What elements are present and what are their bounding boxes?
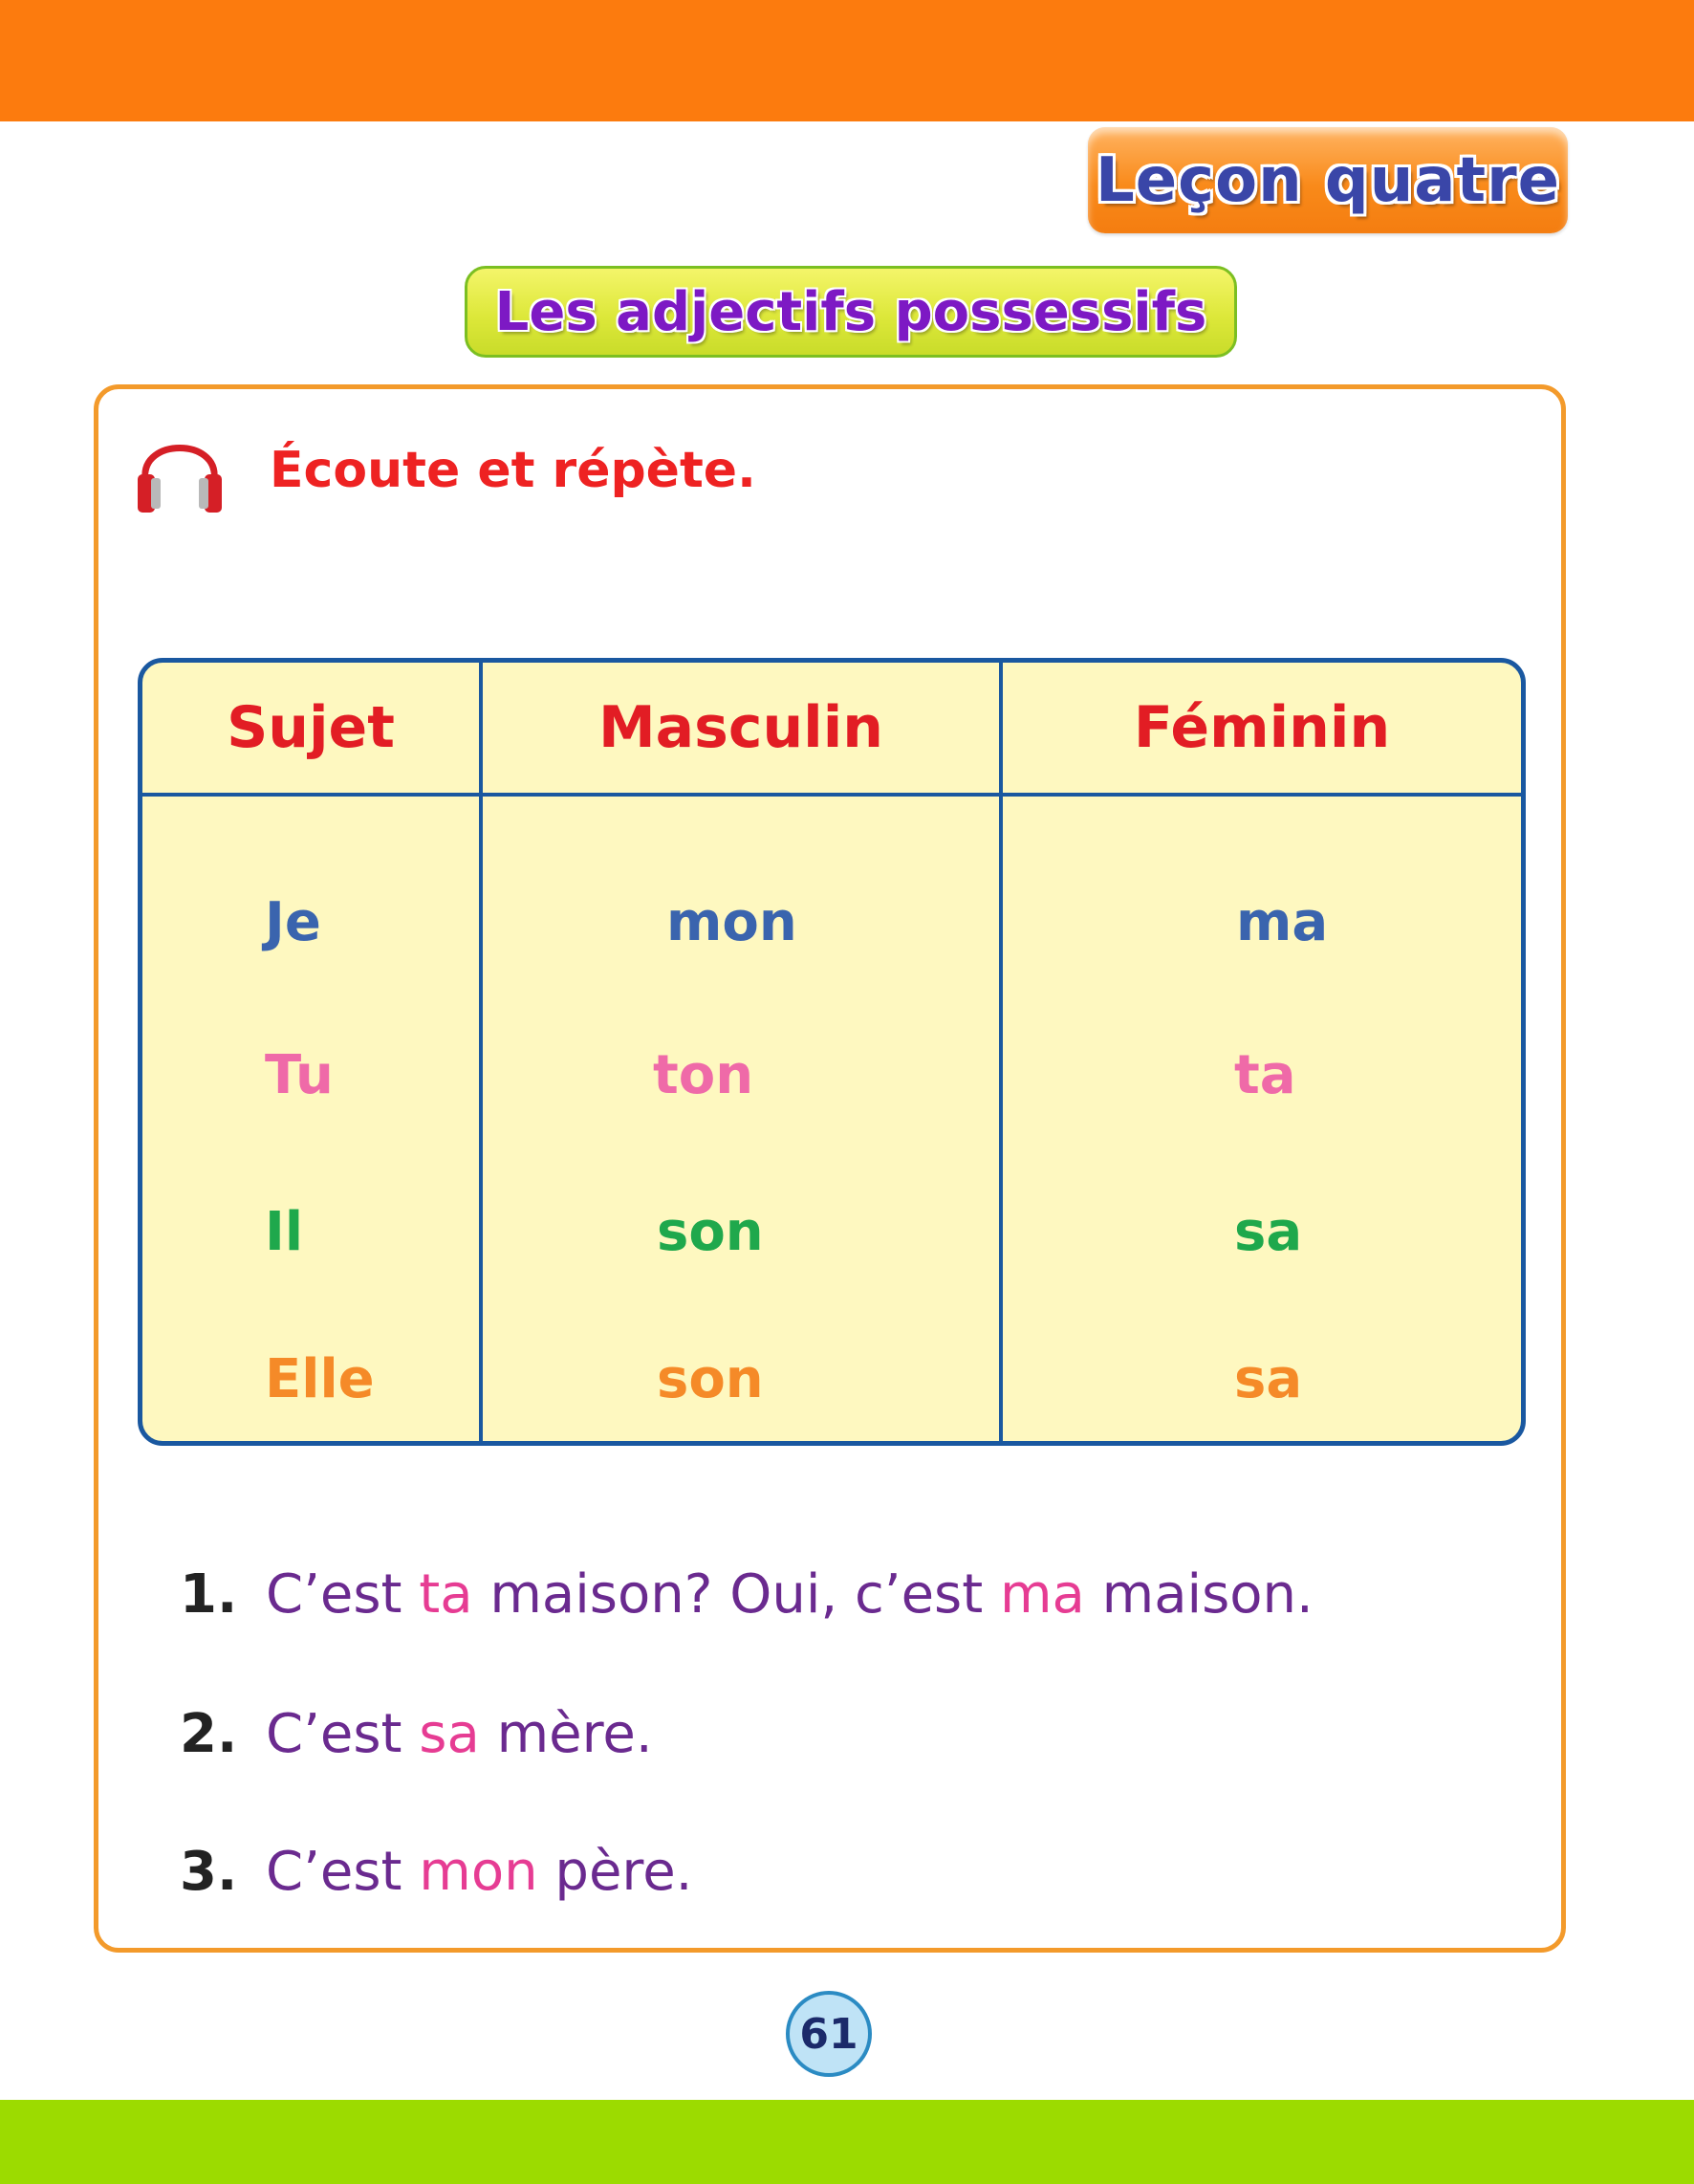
possessive-word: ma: [999, 1563, 1085, 1626]
topic-title: Les adjectifs possessifs: [494, 280, 1207, 343]
cell-masculin: mon: [666, 891, 797, 953]
instruction-text: Écoute et répète.: [270, 442, 756, 499]
sentence-number: 1.: [180, 1563, 238, 1626]
cell-feminin: sa: [1234, 1201, 1303, 1263]
example-sentence-2: 2. C’est sa mère.: [180, 1703, 653, 1765]
possessive-word: mon: [419, 1841, 538, 1903]
header-divider: [142, 793, 1521, 797]
header-feminin: Féminin: [1133, 694, 1391, 761]
lesson-title: Leçon quatre: [1095, 144, 1561, 216]
sentence-number: 3.: [180, 1841, 238, 1903]
topic-title-badge: [465, 266, 1237, 358]
sentence-number: 2.: [180, 1703, 238, 1765]
cell-masculin: son: [657, 1348, 764, 1410]
cell-feminin: ma: [1236, 891, 1329, 953]
header-masculin: Masculin: [597, 694, 884, 761]
cell-masculin: ton: [653, 1044, 754, 1106]
cell-masculin: son: [657, 1201, 764, 1263]
headphones-icon[interactable]: [132, 419, 228, 518]
page-number: 61: [786, 1991, 872, 2077]
top-color-bar: [0, 0, 1694, 121]
header-sujet: Sujet: [227, 694, 395, 761]
cell-sujet: Il: [265, 1201, 304, 1263]
possessive-table: [138, 658, 1526, 1446]
cell-feminin: ta: [1234, 1044, 1296, 1106]
lesson-title-badge: [1088, 127, 1568, 233]
cell-feminin: sa: [1234, 1348, 1303, 1410]
bottom-color-bar: [0, 2100, 1694, 2184]
example-sentence-1: 1. C’est ta maison? Oui, c’est ma maison.: [180, 1563, 1314, 1626]
possessive-word: sa: [419, 1703, 480, 1765]
possessive-word: ta: [419, 1563, 473, 1626]
cell-sujet: Tu: [265, 1044, 334, 1106]
example-sentence-3: 3. C’est mon père.: [180, 1841, 693, 1903]
cell-sujet: Elle: [265, 1348, 375, 1410]
cell-sujet: Je: [265, 891, 321, 953]
